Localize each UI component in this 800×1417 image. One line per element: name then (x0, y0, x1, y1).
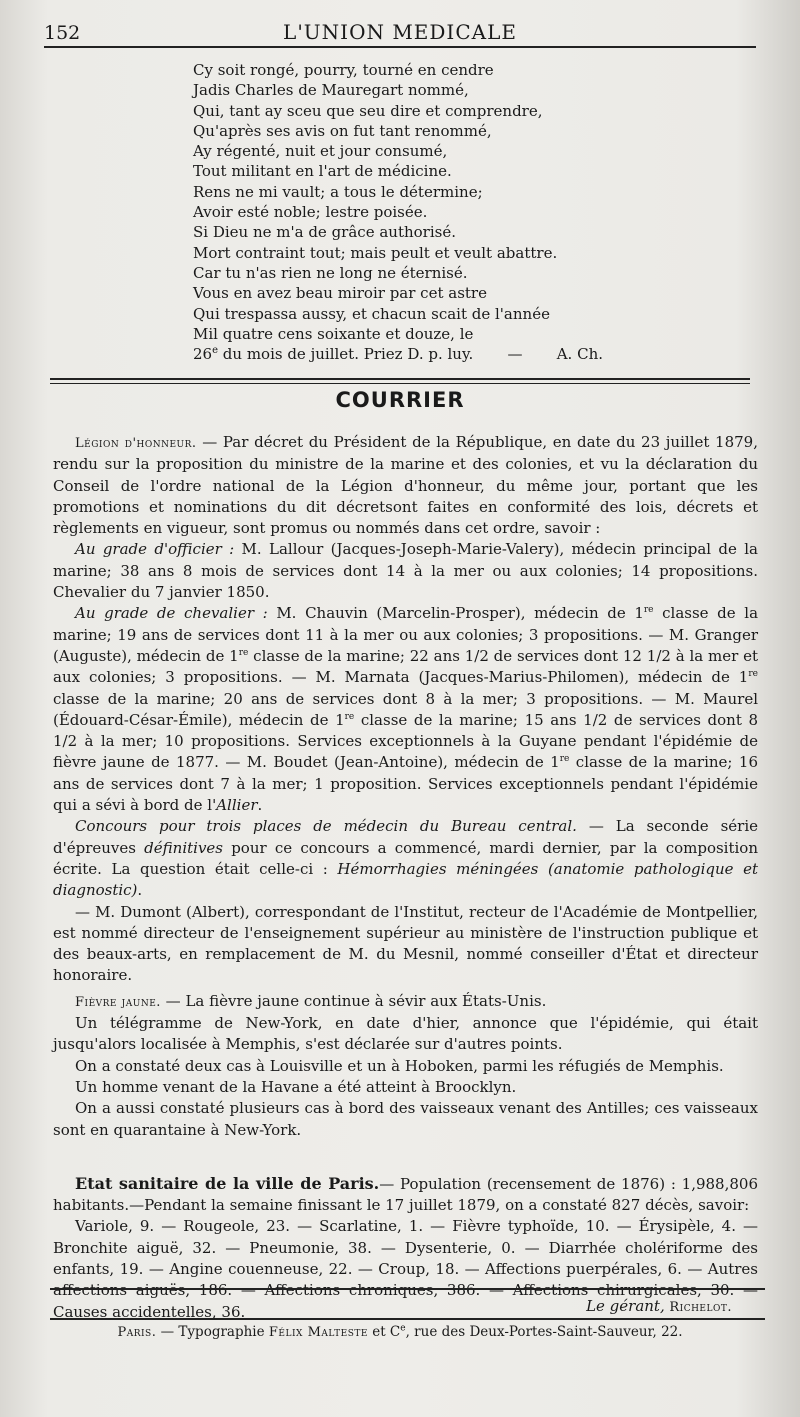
concours-text-2: pour ce concours a commencé, mardi dernier, par la composition écrite. La question était celle-ci : (53, 838, 758, 878)
chevalier-text-4: classe de la marine; 20 ans de services dont 8 à la mer; 3 propositions. — M. Maurel (Édouard-César-Émile), médecin de 1 (53, 689, 758, 729)
poem-last-line (193, 344, 603, 364)
poem-day-sup: e (212, 345, 219, 357)
officier-text: M. Lallour (Jacques-Joseph-Marie-Valery), médecin principal de la marine; 38 ans 8 mois de services dont 14 à la mer ou aux colonies; 14 propositions. Chevalier du 7 janvier 1850. (53, 540, 758, 602)
page-header (44, 12, 756, 44)
paragraph-fievre (53, 991, 758, 1013)
fievre-heading: Fièvre jaune. (75, 994, 161, 1010)
printer-footer (0, 1324, 800, 1340)
poem-date (193, 344, 473, 364)
chevalier-text-7: . (257, 796, 263, 815)
chevalier-text-6: classe de la marine; 16 ans de services dont 7 à la mer; 1 proposition. Services exceptionnels pendant l'épidémie qui a sévi à bord de l' (53, 753, 758, 815)
poem-line: Si Dieu ne m'a de grâce authorisé. (193, 223, 456, 242)
officier-heading: Au grade d'officier : (75, 540, 235, 559)
chevalier-text-3: classe de la marine; 22 ans 1/2 de services dont 12 1/2 à la mer et aux colonies; 3 propositions. — M. Marnata (Jacques-Marius-Philomen), médecin de 1 (53, 646, 758, 687)
ordinal-sup: re (643, 605, 654, 616)
section-rule-top-thin (50, 383, 750, 384)
poem-line: Qui, tant ay sceu que seu dire et comprendre, (193, 101, 543, 120)
epitaph-poem (193, 60, 753, 364)
concours-text-3: . (137, 881, 143, 900)
poem-line: Cy soit rongé, pourry, tourné en cendre (193, 61, 494, 79)
ordinal-sup: re (559, 754, 570, 765)
poem-line: Avoir esté noble; lestre poisée. (193, 203, 428, 222)
chevalier-heading: Au grade de chevalier : (75, 604, 268, 623)
poem-line: Vous en avez beau miroir par cet astre (193, 284, 487, 303)
poem-line: Ay régenté, nuit et jour consumé, (193, 142, 448, 161)
chevalier-text-5: classe de la marine; 15 ans 1/2 de services dont 8 1/2 à la mer; 10 propositions. Services exceptionnels à la Guyane pendant l'épidémie de fièvre jaune de 1877. — M. Boudet (Jean-Antoine), médecin de 1 (53, 710, 758, 772)
poem-dash: — (507, 345, 523, 364)
footer-rule-bottom (50, 1318, 765, 1320)
paragraph-etat-2: Variole, 9. — Rougeole, 23. — Scarlatine, 1. — Fièvre typhoïde, 10. — Érysipèle, 4. — Bronchite aiguë, 32. — Pneumonie, 38. — Dysenterie, 0. — Diarrhée cholériforme des enfants, 19. — Angine couenneuse, 22. — Croup, 18. — Affections puerpérales, 6. — Autres affections aiguës, 186. — Affections chroniques, 386. — Affections chirurgicales, 30. — Causes accidentelles, 36. (53, 1217, 758, 1321)
signature (586, 1297, 732, 1315)
poem-day: 26 (193, 345, 213, 364)
etat-text: — Population (recensement de 1876) : 1,988,806 habitants.—Pendant la semaine finissant le 17 juillet 1879, on a constaté 827 décès, savoir: (53, 1174, 758, 1215)
ordinal-sup: re (748, 669, 758, 680)
paragraph-dumont: — M. Dumont (Albert), correspondant de l'Institut, recteur de l'Académie de Montpellier, est nommé directeur de l'enseignement supérieur au ministère de l'instruction publique et des beaux-arts, en remplacement de M. du Mesnil, nommé conseiller d'État et directeur honoraire. (53, 902, 758, 985)
footer-text-1: — Typographie (156, 1324, 269, 1340)
ordinal-sup: re (238, 647, 249, 658)
footer-text-3: , rue des Deux-Portes-Saint-Sauveur, 22. (405, 1324, 683, 1340)
concours-definitives: définitives (144, 838, 223, 857)
paragraph-fievre-3: On a constaté deux cas à Louisville et un à Hoboken, parmi les réfugiés de Memphis. (75, 1056, 724, 1075)
footer-sup: e (400, 1323, 406, 1334)
poem-line: Qu'après ses avis on fut tant renommé, (193, 121, 492, 140)
footer-printer: Félix Malteste (268, 1325, 368, 1340)
chevalier-text-2: classe de la marine; 19 ans de services dont 11 à la mer ou aux colonies; 3 propositions. — M. Granger (Auguste), médecin de 1 (53, 604, 759, 665)
ship-name: Allier (216, 796, 258, 815)
concours-text-1: — La seconde série d'épreuves (53, 817, 758, 857)
paragraph-fievre-5: On a aussi constaté plusieurs cas à bord des vaisseaux venant des Antilles; ces vaisseaux sont en quarantaine à New-York. (53, 1099, 758, 1139)
poem-last-text: du mois de juillet. Priez D. p. luy. (218, 345, 474, 364)
poem-line: Car tu n'as rien ne long ne éternisé. (193, 263, 468, 282)
concours-heading: Concours pour trois places de médecin du Bureau central. (75, 817, 577, 836)
section-title: COURRIER (335, 388, 465, 412)
fievre-text: — La fièvre jaune continue à sévir aux États-Unis. (160, 991, 547, 1010)
paragraph-fievre-4: Un homme venant de la Havane a été atteint à Broocklyn. (75, 1077, 517, 1096)
poem-line: Rens ne mi vault; a tous le détermine; (193, 182, 483, 201)
ordinal-sup: re (344, 711, 355, 722)
paragraph-fievre-2: Un télégramme de New-York, en date d'hier, annonce que l'épidémie, qui était jusqu'alors localisée à Memphis, s'est déclarée sur d'autres points. (53, 1014, 758, 1054)
signature-name: Richelot. (664, 1300, 732, 1315)
poem-line: Mil quatre cens soixante et douze, le (193, 324, 474, 343)
footer-rule-top (50, 1288, 765, 1290)
paragraph-officier (53, 539, 758, 603)
poem-line: Mort contraint tout; mais peult et veult abattre. (193, 243, 558, 262)
signature-label: Le gérant, (586, 1297, 665, 1315)
poem-line: Jadis Charles de Mauregart nommé, (193, 81, 469, 100)
legion-heading: Légion d'honneur. (75, 436, 197, 451)
courrier-body (53, 432, 758, 1323)
legion-text: — Par décret du Président de la République, en date du 23 juillet 1879, rendu sur la proposition du ministre de la marine et des colonies, et vu la déclaration du Conseil de l'ordre national de la Légion d'honneur, du même jour, portant que les promotions et nominations du dit décretsont faites en conformité des lois, décrets et règlements en vigueur, sont promus ou nommés dans cet ordre, savoir : (53, 433, 758, 538)
poem-line: Qui trespassa aussy, et chacun scait de l'année (193, 304, 550, 323)
header-rule (44, 46, 756, 48)
chevalier-text-1: M. Chauvin (Marcelin-Prosper), médecin de 1 (267, 604, 644, 623)
paragraph-legion (53, 432, 758, 539)
footer-city: Paris. (117, 1325, 157, 1340)
running-title: L'UNION MEDICALE (283, 20, 517, 44)
etat-heading: Etat sanitaire de la ville de Paris. (75, 1173, 380, 1193)
page-number: 152 (44, 22, 81, 44)
paragraph-chevalier (53, 603, 758, 816)
concours-question: Hémorrhagies méningées (anatomie pathologique et diagnostic) (53, 859, 758, 900)
section-rule-top (50, 378, 750, 380)
poem-line: Tout militant en l'art de médicine. (193, 162, 452, 181)
paragraph-etat (53, 1173, 758, 1217)
paragraph-concours (53, 816, 758, 901)
footer-text-2: et C (367, 1324, 401, 1340)
poem-signature: A. Ch. (556, 345, 603, 364)
